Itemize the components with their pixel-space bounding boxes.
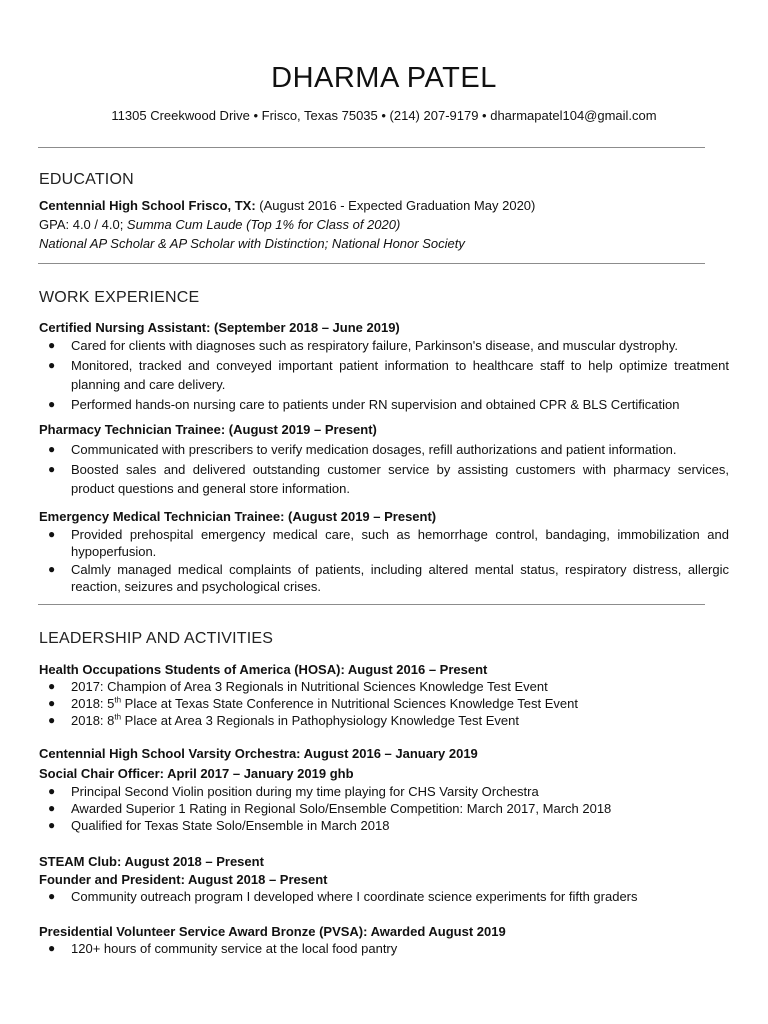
activity-subheading: Social Chair Officer: April 2017 – January 2019 ghb — [39, 766, 354, 781]
gpa-honors: Summa Cum Laude (Top 1% for Class of 2020) — [126, 217, 401, 232]
education-school — [39, 196, 535, 215]
job-bullets — [39, 440, 729, 498]
divider — [38, 147, 705, 148]
list-item: ● 2018: 5th Place at Texas State Conference in Nutritional Sciences Knowledge Test Event — [48, 695, 578, 711]
list-item: ● 120+ hours of community service at the local food pantry — [48, 941, 398, 956]
bullet-icon: ● — [48, 358, 56, 372]
divider — [38, 263, 705, 264]
bullet-icon: ● — [48, 696, 56, 710]
activity-bullets — [39, 678, 729, 729]
list-item: ● Monitored, tracked and conveyed important patient information to healthcare staff to help optimize treatment planning and care delivery. — [48, 358, 729, 392]
gpa-text: GPA: 4.0 / 4.0; — [39, 217, 127, 232]
school-name: Centennial High School Frisco, TX: — [39, 198, 256, 213]
bullet-icon: ● — [48, 941, 56, 955]
list-item: ● Cared for clients with diagnoses such as respiratory failure, Parkinson's disease, and muscular dystrophy. — [48, 338, 679, 353]
job-heading: Pharmacy Technician Trainee: (August 2019 – Present) — [39, 422, 377, 437]
job-bullets — [39, 336, 729, 414]
bullet-icon: ● — [48, 818, 56, 832]
bullet-icon: ● — [48, 562, 56, 576]
activity-bullets — [39, 783, 729, 834]
bullet-icon: ● — [48, 713, 56, 727]
bullet-icon: ● — [48, 527, 56, 541]
bullet-icon: ● — [48, 784, 56, 798]
bullet-icon: ● — [48, 801, 56, 815]
list-item: ● Qualified for Texas State Solo/Ensemble in March 2018 — [48, 818, 390, 833]
bullet-icon: ● — [48, 338, 56, 352]
school-dates: (August 2016 - Expected Graduation May 2020) — [255, 198, 536, 213]
bullet-icon: ● — [48, 889, 56, 903]
list-item: ● Community outreach program I developed where I coordinate science experiments for fifth graders — [48, 889, 638, 904]
education-honors: National AP Scholar & AP Scholar with Distinction; National Honor Society — [39, 236, 465, 251]
job-heading: Emergency Medical Technician Trainee: (August 2019 – Present) — [39, 509, 437, 524]
bullet-icon: ● — [48, 442, 56, 456]
bullet-icon: ● — [48, 679, 56, 693]
list-item: ● 2018: 8th Place at Area 3 Regionals in Pathophysiology Knowledge Test Event — [48, 712, 520, 728]
list-item: ● Communicated with prescribers to verify medication dosages, refill authorizations and patient information. — [48, 442, 677, 457]
activity-bullets — [39, 888, 729, 905]
activity-heading: Centennial High School Varsity Orchestra: August 2016 – January 2019 — [39, 746, 478, 761]
section-title-education: EDUCATION — [39, 171, 134, 188]
list-item: ● Calmly managed medical complaints of patients, including altered mental status, respiratory distress, allergic reaction, seizures and psychological crises. — [48, 562, 729, 594]
list-item: ● Principal Second Violin position during my time playing for CHS Varsity Orchestra — [48, 784, 539, 799]
activity-subheading: Founder and President: August 2018 – Present — [39, 872, 328, 887]
section-title-work: WORK EXPERIENCE — [39, 289, 200, 306]
activity-heading: Health Occupations Students of America (HOSA): August 2016 – Present — [39, 662, 488, 677]
list-item: ● Performed hands-on nursing care to patients under RN supervision and obtained CPR & BLS Certification — [48, 397, 680, 412]
job-heading: Certified Nursing Assistant: (September 2018 – June 2019) — [39, 320, 400, 335]
bullet-icon: ● — [48, 462, 56, 476]
job-bullets — [39, 526, 729, 595]
activity-heading: Presidential Volunteer Service Award Bronze (PVSA): Awarded August 2019 — [39, 924, 506, 939]
activity-bullets — [39, 940, 729, 957]
education-gpa — [39, 215, 400, 234]
list-item: ● Boosted sales and delivered outstanding customer service by assisting customers with pharmacy services, product questions and general store information. — [48, 462, 729, 496]
divider — [38, 604, 705, 605]
list-item: ● 2017: Champion of Area 3 Regionals in Nutritional Sciences Knowledge Test Event — [48, 679, 548, 694]
activity-heading: STEAM Club: August 2018 – Present — [39, 854, 264, 869]
list-item: ● Awarded Superior 1 Rating in Regional Solo/Ensemble Competition: March 2017, March 2018 — [48, 801, 612, 816]
list-item: ● Provided prehospital emergency medical care, such as hemorrhage control, bandaging, immobilization and hypoperfusion. — [48, 527, 729, 559]
bullet-icon: ● — [48, 397, 56, 411]
contact-line: 11305 Creekwood Drive • Frisco, Texas 75035 • (214) 207-9179 • dharmapatel104@gmail.com — [111, 108, 657, 123]
candidate-name: DHARMA PATEL — [271, 62, 497, 94]
section-title-leadership: LEADERSHIP AND ACTIVITIES — [39, 630, 274, 647]
